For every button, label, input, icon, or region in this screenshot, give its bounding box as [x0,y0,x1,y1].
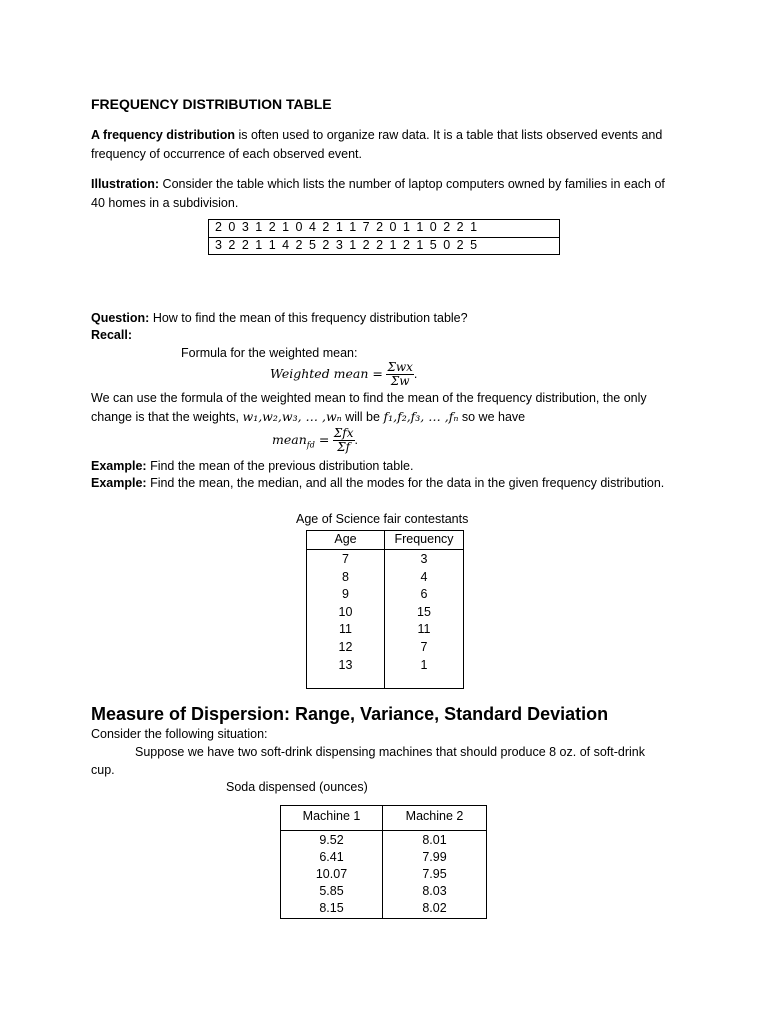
page-title: FREQUENCY DISTRIBUTION TABLE [91,96,332,112]
question-text: How to find the mean of this frequency distribution table? [149,311,468,325]
example-1-label: Example: [91,459,147,473]
weighted-mean-fraction [386,361,414,388]
machine-2-cell: 8.03 [422,884,447,898]
illustration-text: Consider the table which lists the number of laptop computers owned by families in each of [159,177,665,191]
weighted-mean-formula: Weighted mean = $\frac{\text{Σwx}}{\Sigma w}$ . [270,360,418,388]
age-cell: 10 [338,604,353,619]
weights-variables: w₁,w₂,w₃, … ,wₙ [242,409,342,424]
machine-1-cell: 9.52 [319,833,344,847]
machine-1-cell: 10.07 [315,867,348,881]
frequency-cell: 6 [420,587,428,602]
machine-2-header: Machine 2 [405,809,464,823]
machine-2-cell: 8.02 [422,901,447,915]
illustration-line-2: 40 homes in a subdivision. [91,196,239,210]
age-cell: 7 [342,552,349,566]
machine-2-column [383,832,486,917]
example-1-text: Find the mean of the previous distribution table. [146,459,414,473]
age-cell: 11 [339,622,352,637]
definition-line-2: frequency of occurrence of each observed event. [91,147,362,161]
situation-line-2: cup. [91,763,115,777]
illustration-label: Illustration: [91,177,160,191]
frequency-cell: 3 [420,552,428,566]
age-cell: 12 [338,639,353,654]
question-line [91,311,468,325]
soda-table-header-divider [281,830,486,831]
frequency-cell: 15 [417,604,431,619]
soda-table [280,805,487,919]
weighted-mean-numerator: Σwx [387,360,413,374]
age-table-caption: Age of Science fair contestants [296,512,469,526]
raw-data-row-2: 3 2 2 1 1 4 2 5 2 3 1 2 2 1 2 1 5 0 2 5 [215,238,478,252]
soda-table-caption: Soda dispensed (ounces) [226,780,368,794]
machine-1-cell: 8.15 [319,901,344,915]
frequency-mean-formula: mean$_{fd}$ = $\frac{\text{Σfx}}{\Sigma f}$ . [272,426,358,454]
age-table-header-divider [307,549,463,550]
situation-intro: Consider the following situation: [91,727,268,741]
frequency-header: Frequency [394,532,454,546]
machine-2-cell: 7.95 [422,867,447,881]
mean-fd-fraction [333,427,355,454]
mean-fd-denominator: Σf [337,440,351,454]
explanation-line-1: We can use the formula of the weighted mean to find the mean of the frequency distribution, the only [91,391,647,405]
age-cell: 8 [342,569,349,584]
mean-fd-lhs: mean$_{fd}$ = [272,431,330,450]
example-2-label: Example: [91,476,147,490]
mean-fd-subscript: fd [306,440,315,450]
mean-fd-numerator: Σfx [333,426,354,440]
situation-line-1: Suppose we have two soft-drink dispensing machines that should produce 8 oz. of soft-drink [135,745,646,759]
frequency-cell: 7 [420,639,428,654]
age-frequency-table [306,530,464,689]
raw-data-row-1: 2 0 3 1 2 1 0 4 2 1 1 7 2 0 1 1 0 2 2 1 [215,220,478,234]
explanation-line-2 [91,409,525,424]
age-cell: 9 [342,587,349,602]
raw-data-table [208,219,560,255]
machine-2-cell: 8.01 [422,833,447,847]
machine-1-cell: 6.41 [319,850,344,864]
frequency-cell: 4 [420,569,428,584]
question-label: Question: [91,311,150,325]
age-column [307,551,384,674]
weighted-mean-lhs: Weighted mean = [270,365,383,381]
explanation-start: change is that the weights, [91,410,240,424]
example-1 [91,459,413,473]
machine-2-cell: 7.99 [422,850,447,864]
so-we-have-text: so we have [458,410,526,424]
weighted-mean-caption: Formula for the weighted mean: [181,346,358,360]
frequency-column [385,551,463,674]
age-header: Age [334,532,357,546]
example-2 [91,476,664,490]
frequency-variables: f₁,f₂,f₃, … ,fₙ [383,409,459,424]
definition-term: A frequency distribution [91,128,235,142]
recall-label: Recall: [91,328,132,342]
frequency-cell: 11 [417,622,431,637]
dispersion-heading: Measure of Dispersion: Range, Variance, Standard Deviation [91,704,609,724]
illustration-line-1 [91,177,665,191]
example-2-text: Find the mean, the median, and all the modes for the data in the given frequency distribution. [146,476,665,490]
machine-1-header: Machine 1 [302,809,361,823]
weighted-mean-denominator: Σw [390,374,410,388]
will-be-text: will be [341,410,380,424]
definition-line-1 [91,128,662,142]
machine-1-cell: 5.85 [319,884,344,898]
definition-text: is often used to organize raw data. It is a table that lists observed events and [235,128,663,142]
frequency-cell: 1 [420,657,428,672]
machine-1-column [281,832,382,917]
age-cell: 13 [338,657,353,672]
